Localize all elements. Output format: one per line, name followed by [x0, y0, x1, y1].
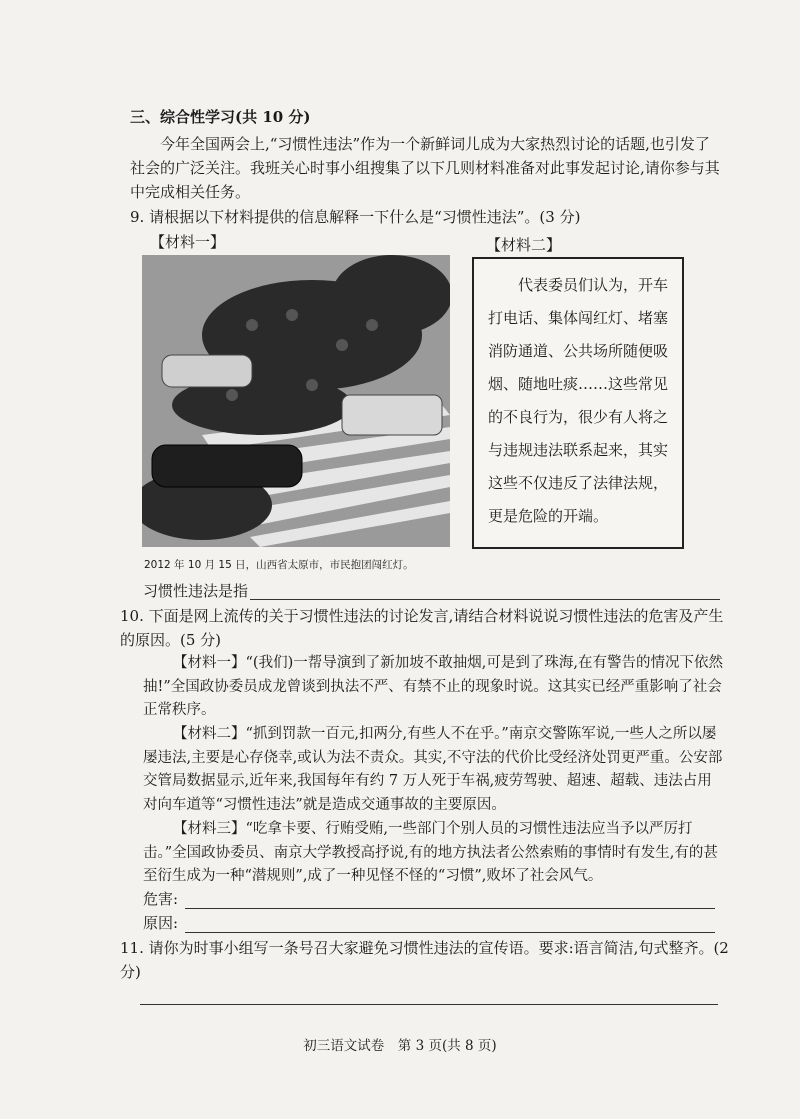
question-11-prompt: 11. 请你为时事小组写一条号召大家避免习惯性违法的宣传语。要求:语言简洁,句式整齐。(2 分)	[120, 939, 729, 981]
cause-label: 原因:	[143, 914, 179, 932]
material-2-box	[472, 257, 684, 549]
material-2-label: 【材料二】	[486, 236, 562, 254]
q10-material-2: 【材料二】“抓到罚款一百元,扣两分,有些人不在乎。”南京交警陈军说,一些人之所以屡屡违法,主要是心存侥幸,或认为法不责众。其实,不守法的代价比受经济处罚更严重。公安部交管局数据显示,近年来,我国每年有约 7 万人死于车祸,疲劳驾驶、超速、超载、违法占用对向车道等“习惯性违法”就是造成交通事故的主要原因。	[143, 726, 723, 813]
photo-caption: 2012 年 10 月 15 日，山西省太原市，市民抱团闯红灯。	[144, 559, 414, 571]
crowd-crossing-photo	[142, 255, 450, 547]
harm-answer-line[interactable]	[185, 907, 715, 909]
question-10-prompt: 10. 下面是网上流传的关于习惯性违法的讨论发言,请结合材料说说习惯性违法的危害及产生的原因。(5 分)	[120, 607, 724, 649]
page-footer: 初三语文试卷 第 3 页(共 8 页)	[303, 1038, 497, 1054]
answer-9-line[interactable]	[250, 598, 720, 600]
cause-answer-line[interactable]	[185, 931, 715, 933]
answer-9-label: 习惯性违法是指	[143, 582, 249, 600]
material-1-label: 【材料一】	[150, 233, 226, 251]
section-title: 三、综合性学习(共 10 分)	[130, 108, 311, 126]
harm-label: 危害:	[143, 890, 179, 908]
intro-paragraph: 今年全国两会上,“习惯性违法”作为一个新鲜词儿成为大家热烈讨论的话题,也引发了社会的广泛关注。我班关心时事小组搜集了以下几则材料准备对此事发起讨论,请你参与其中完成相关任务。	[130, 135, 720, 201]
material-2-text: 代表委员们认为，开车打电话、集体闯红灯、堵塞消防通道、公共场所随便吸烟、随地吐痰……这些常见的不良行为，很少有人将之与违规违法联系起来，其实这些不仅违反了法律法规，更是危险的开端。	[488, 276, 669, 525]
q10-material-3: 【材料三】“吃拿卡要、行贿受贿,一些部门个别人员的习惯性违法应当予以严厉打击。”全国政协委员、南京大学教授高抒说,有的地方执法者公然索贿的事情时有发生,有的甚至衍生成为一种“潜规则”,成了一种见怪不怪的“习惯”,败坏了社会风气。	[143, 821, 718, 884]
answer-11-line[interactable]	[140, 1003, 718, 1005]
question-9-prompt: 9. 请根据以下材料提供的信息解释一下什么是“习惯性违法”。(3 分)	[130, 208, 581, 226]
q10-material-1: 【材料一】“(我们)一帮导演到了新加坡不敢抽烟,可是到了珠海,在有警告的情况下依然抽!”全国政协委员成龙曾谈到执法不严、有禁不止的现象时说。这其实已经严重影响了社会正常秩序。	[143, 655, 723, 718]
